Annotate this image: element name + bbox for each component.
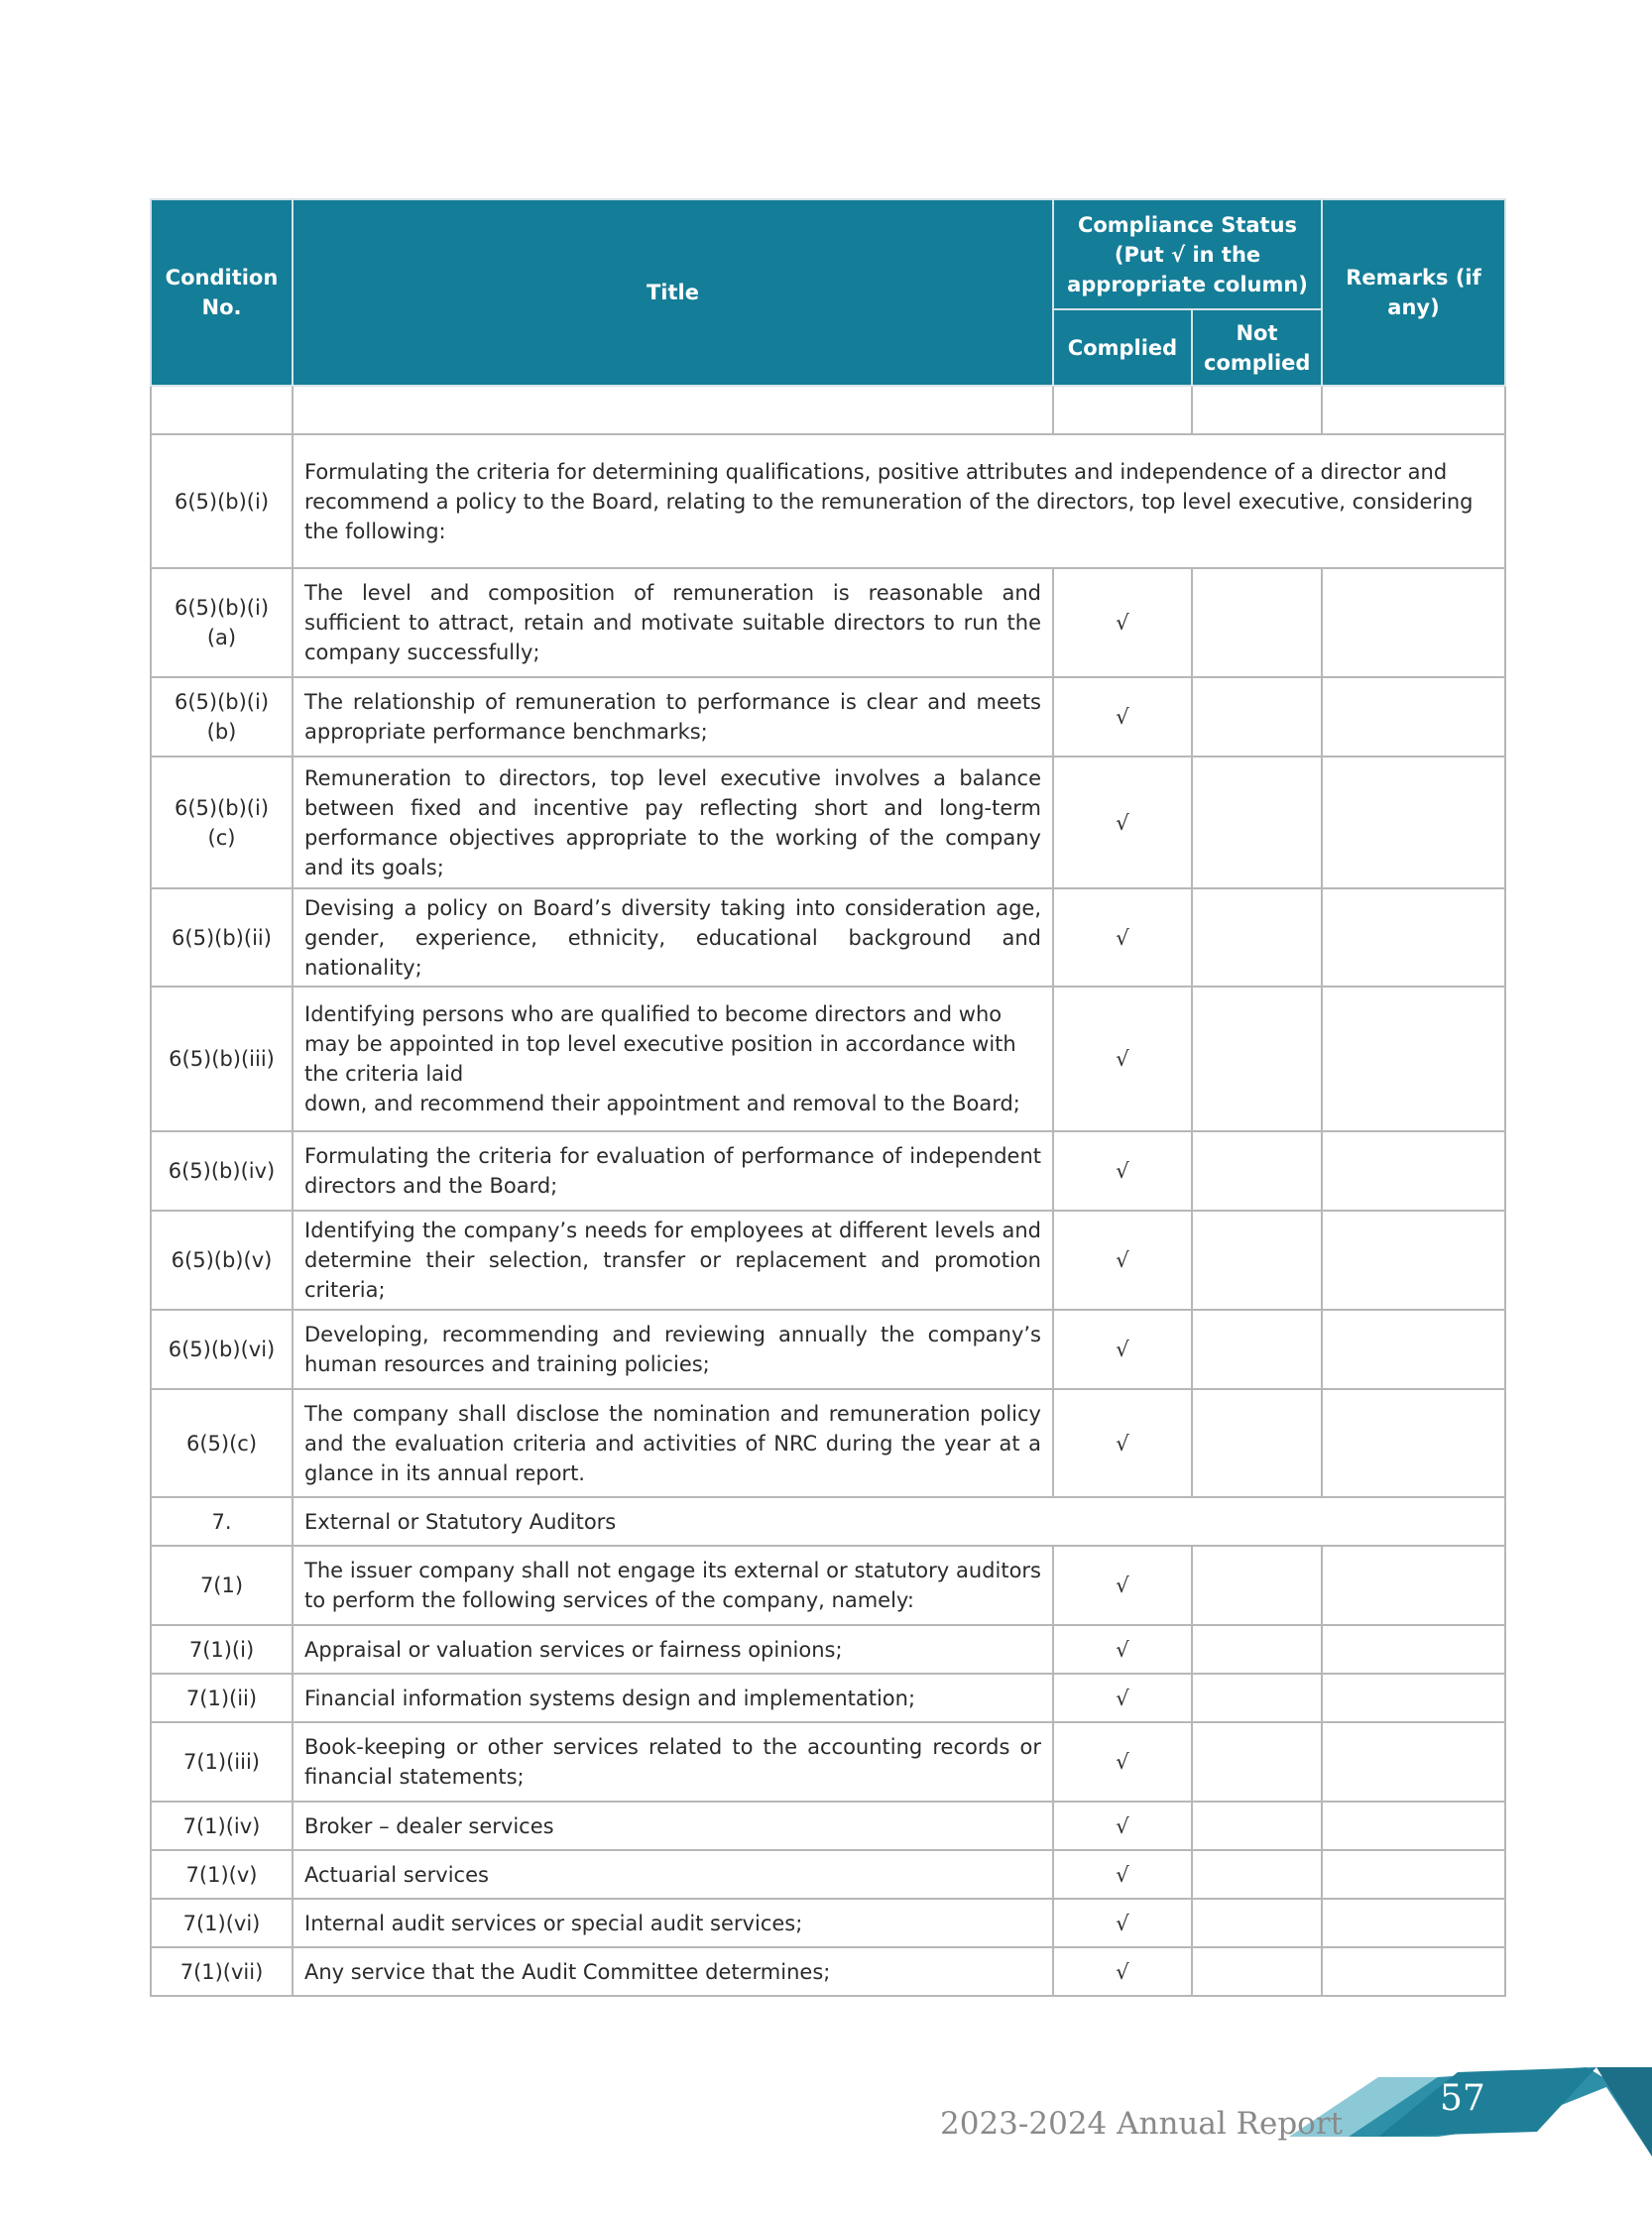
complied-check-icon: √ (1053, 1389, 1192, 1497)
not-complied-cell (1192, 1131, 1322, 1211)
remarks-cell (1322, 1850, 1505, 1899)
complied-check-icon: √ (1053, 1850, 1192, 1899)
header-complied: Complied (1053, 309, 1192, 386)
compliance-table (150, 198, 1506, 1997)
remarks-cell (1322, 1802, 1505, 1850)
table-row (151, 888, 1505, 987)
condition-title: Book-keeping or other services related to the accounting records or financial statements; (293, 1722, 1053, 1802)
table-row (151, 1389, 1505, 1497)
condition-no: 6(5)(b)(i) (151, 434, 293, 568)
complied-check-icon: √ (1053, 1674, 1192, 1722)
condition-no: 6(5)(b)(iii) (151, 987, 293, 1131)
table-row (151, 434, 1505, 568)
remarks-cell (1322, 1674, 1505, 1722)
condition-title: Formulating the criteria for determining qualifications, positive attributes and independence of a director and recommend a policy to the Board, relating to the remuneration of the directors, top level executive, considering the following: (293, 434, 1505, 568)
remarks-cell (1322, 1625, 1505, 1674)
condition-title: The issuer company shall not engage its external or statutory auditors to perform the following services of the company, namely: (293, 1546, 1053, 1625)
condition-no: 7(1)(ii) (151, 1674, 293, 1722)
condition-title: The company shall disclose the nomination and remuneration policy and the evaluation criteria and activities of NRC during the year at a glance in its annual report. (293, 1389, 1053, 1497)
condition-no: 7. (151, 1497, 293, 1546)
table-row (151, 1211, 1505, 1310)
condition-no: 7(1)(iv) (151, 1802, 293, 1850)
condition-title: The relationship of remuneration to performance is clear and meets appropriate performance benchmarks; (293, 677, 1053, 757)
condition-title: Financial information systems design and implementation; (293, 1674, 1053, 1722)
complied-check-icon: √ (1053, 1722, 1192, 1802)
remarks-cell (1322, 757, 1505, 888)
table-row (151, 1310, 1505, 1389)
condition-title: Identifying the company’s needs for employees at different levels and determine their selection, transfer or replacement and promotion criteria; (293, 1211, 1053, 1310)
remarks-cell (1322, 677, 1505, 757)
header-condition-no: Condition No. (151, 199, 293, 386)
not-complied-cell (1192, 568, 1322, 677)
not-complied-cell (1192, 1722, 1322, 1802)
table-row (151, 1625, 1505, 1674)
complied-check-icon: √ (1053, 1211, 1192, 1310)
remarks-cell (1322, 1131, 1505, 1211)
condition-no: 6(5)(b)(i)(a) (151, 568, 293, 677)
header-compliance-status: Compliance Status (Put √ in the appropriate column) (1053, 199, 1322, 309)
condition-no: 7(1)(vii) (151, 1947, 293, 1996)
not-complied-cell (1192, 1310, 1322, 1389)
condition-no: 6(5)(b)(vi) (151, 1310, 293, 1389)
not-complied-cell (1192, 1211, 1322, 1310)
condition-title: Remuneration to directors, top level executive involves a balance between fixed and incentive pay reflecting short and long-term performance objectives appropriate to the working of the company and its goals; (293, 757, 1053, 888)
table-row (151, 1802, 1505, 1850)
table-row (151, 1899, 1505, 1947)
condition-title-line1: Identifying persons who are qualified to become directors and who may be appointed in top level executive position in accordance with the criteria laid (304, 1002, 1016, 1086)
remarks-cell (1322, 1947, 1505, 1996)
condition-title: Broker – dealer services (293, 1802, 1053, 1850)
header-not-complied: Not complied (1192, 309, 1322, 386)
condition-no: 7(1)(i) (151, 1625, 293, 1674)
complied-check-icon: √ (1053, 1131, 1192, 1211)
table-row (151, 1722, 1505, 1802)
complied-check-icon: √ (1053, 677, 1192, 757)
table-row (151, 757, 1505, 888)
complied-check-icon: √ (1053, 757, 1192, 888)
report-title: 2023-2024 Annual Report (940, 2106, 1344, 2142)
empty-row (151, 386, 1505, 434)
condition-title: Devising a policy on Board’s diversity taking into consideration age, gender, experience, ethnicity, educational background and nationality; (293, 888, 1053, 987)
not-complied-cell (1192, 987, 1322, 1131)
not-complied-cell (1192, 1546, 1322, 1625)
condition-no: 6(5)(c) (151, 1389, 293, 1497)
not-complied-cell (1192, 757, 1322, 888)
condition-title: The level and composition of remuneration is reasonable and sufficient to attract, retain and motivate suitable directors to run the company successfully; (293, 568, 1053, 677)
section-title: External or Statutory Auditors (293, 1497, 1505, 1546)
complied-check-icon: √ (1053, 987, 1192, 1131)
condition-no: 6(5)(b)(i)(c) (151, 757, 293, 888)
condition-no: 7(1) (151, 1546, 293, 1625)
complied-check-icon: √ (1053, 1947, 1192, 1996)
complied-check-icon: √ (1053, 1899, 1192, 1947)
section-row (151, 1497, 1505, 1546)
table-row (151, 1546, 1505, 1625)
condition-no: 6(5)(b)(i)(b) (151, 677, 293, 757)
table-row (151, 1131, 1505, 1211)
condition-title: Appraisal or valuation services or fairness opinions; (293, 1625, 1053, 1674)
remarks-cell (1322, 1310, 1505, 1389)
condition-no: 6(5)(b)(ii) (151, 888, 293, 987)
complied-check-icon: √ (1053, 1310, 1192, 1389)
not-complied-cell (1192, 888, 1322, 987)
condition-no: 6(5)(b)(v) (151, 1211, 293, 1310)
page-number: 57 (1440, 2078, 1485, 2119)
condition-no: 7(1)(v) (151, 1850, 293, 1899)
condition-no: 7(1)(vi) (151, 1899, 293, 1947)
complied-check-icon: √ (1053, 1802, 1192, 1850)
not-complied-cell (1192, 1947, 1322, 1996)
not-complied-cell (1192, 1899, 1322, 1947)
not-complied-cell (1192, 1625, 1322, 1674)
condition-title-line2: down, and recommend their appointment and removal to the Board; (304, 1092, 1020, 1115)
not-complied-cell (1192, 677, 1322, 757)
condition-title: Developing, recommending and reviewing annually the company’s human resources and training policies; (293, 1310, 1053, 1389)
condition-title: Internal audit services or special audit services; (293, 1899, 1053, 1947)
table-row (151, 987, 1505, 1131)
table-row (151, 1674, 1505, 1722)
remarks-cell (1322, 888, 1505, 987)
remarks-cell (1322, 1722, 1505, 1802)
header-remarks: Remarks (if any) (1322, 199, 1505, 386)
condition-title: Formulating the criteria for evaluation of performance of independent directors and the Board; (293, 1131, 1053, 1211)
complied-check-icon: √ (1053, 1625, 1192, 1674)
complied-check-icon: √ (1053, 888, 1192, 987)
remarks-cell (1322, 987, 1505, 1131)
condition-no: 7(1)(iii) (151, 1722, 293, 1802)
condition-title: Any service that the Audit Committee determines; (293, 1947, 1053, 1996)
table-row (151, 1947, 1505, 1996)
condition-title (293, 987, 1053, 1131)
header-title: Title (293, 199, 1053, 386)
remarks-cell (1322, 1546, 1505, 1625)
not-complied-cell (1192, 1850, 1322, 1899)
not-complied-cell (1192, 1389, 1322, 1497)
table-row (151, 677, 1505, 757)
complied-check-icon: √ (1053, 568, 1192, 677)
not-complied-cell (1192, 1674, 1322, 1722)
remarks-cell (1322, 1211, 1505, 1310)
remarks-cell (1322, 1899, 1505, 1947)
remarks-cell (1322, 1389, 1505, 1497)
condition-no: 6(5)(b)(iv) (151, 1131, 293, 1211)
not-complied-cell (1192, 1802, 1322, 1850)
table-row (151, 1850, 1505, 1899)
condition-title: Actuarial services (293, 1850, 1053, 1899)
table-row (151, 568, 1505, 677)
complied-check-icon: √ (1053, 1546, 1192, 1625)
remarks-cell (1322, 568, 1505, 677)
